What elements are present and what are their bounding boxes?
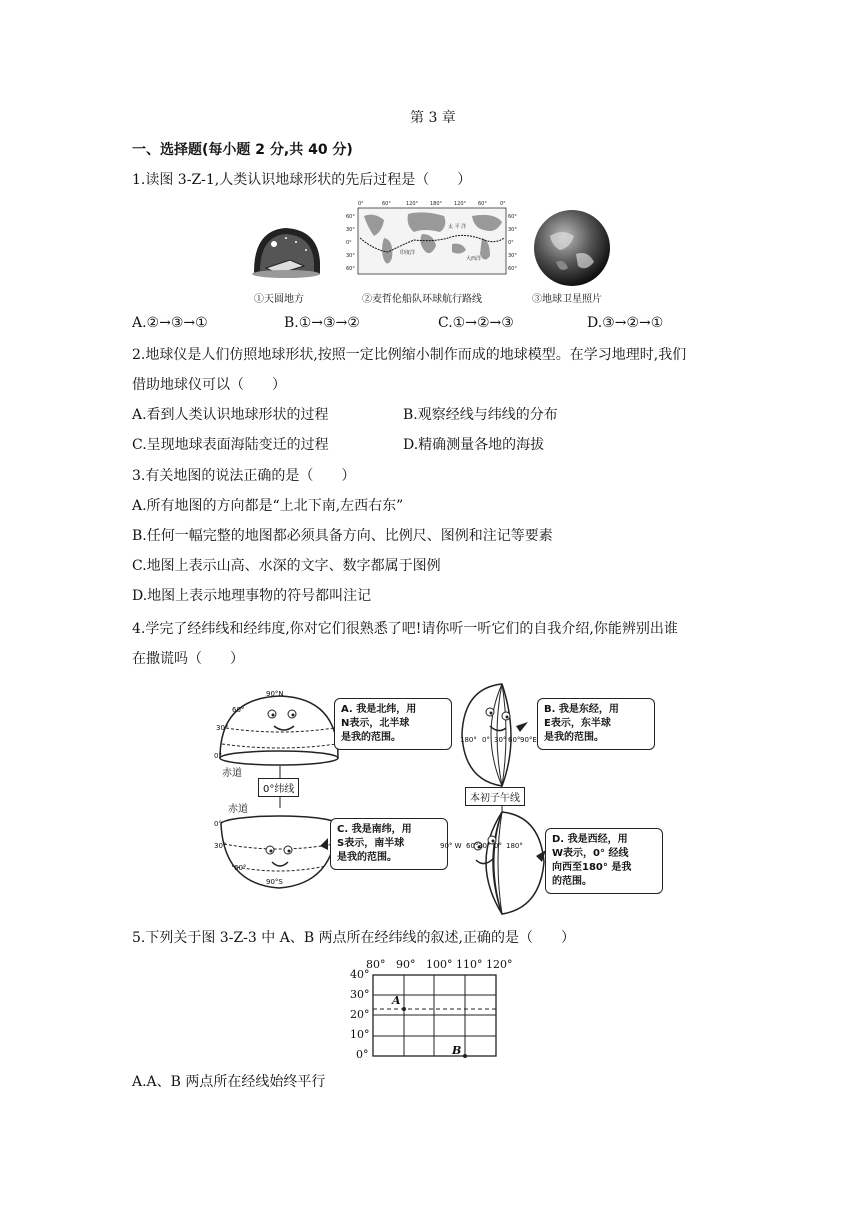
map-lon-2: 120° — [406, 201, 419, 207]
equator-label-bottom: 赤道 — [228, 804, 248, 815]
q1-option-b: B.①→③→② — [284, 315, 360, 331]
map-lat-r3: 30° — [508, 253, 517, 259]
q2-option-d: D.精确测量各地的海拔 — [403, 437, 545, 453]
q1-caption-3: ③地球卫星照片 — [532, 294, 602, 305]
q3-option-d: D.地图上表示地理事物的符号都叫注记 — [132, 588, 372, 604]
grid-lon-90: 90° — [396, 958, 416, 971]
map-lat-l1: 30° — [346, 227, 355, 233]
earth-satellite-photo — [530, 206, 614, 290]
q4-stem-line1: 4.学完了经纬线和经纬度,你对它们很熟悉了吧!请你听一听它们的自我介绍,你能辨别出谁 — [132, 621, 678, 637]
q1-option-c: C.①→②→③ — [438, 315, 514, 331]
grid-lat-20: 20° — [350, 1008, 370, 1021]
q3-stem: 3.有关地图的说法正确的是（ ） — [132, 468, 356, 484]
bubble-b: B. 我是东经，用 E表示，东半球 是我的范围。 — [537, 698, 655, 750]
map-lon-3: 180° — [430, 201, 443, 207]
q2-stem-line2: 借助地球仪可以（ ） — [132, 377, 286, 393]
east-lon-60: 60° — [508, 736, 521, 744]
q4-stem-line2: 在撒谎吗（ ） — [132, 651, 244, 667]
east-lon-180: 180° — [460, 736, 477, 744]
heaven-round-earth-square-image — [246, 222, 326, 282]
q1-option-d: D.③→②→① — [587, 315, 664, 331]
grid-lon-100: 100° — [426, 958, 453, 971]
q1-caption-1: ①天圆地方 — [254, 294, 304, 305]
map-lat-l4: 60° — [346, 266, 355, 272]
west-lon-0: 0° — [494, 842, 502, 850]
grid-lat-10: 10° — [350, 1028, 370, 1041]
map-lat-l3: 30° — [346, 253, 355, 259]
bubble-c: C. 我是南纬，用 S表示，南半球 是我的范围。 — [330, 818, 448, 870]
north-lat-0: 0° — [214, 752, 222, 760]
zero-latitude-tag: 0°纬线 — [258, 778, 299, 797]
section-heading: 一、选择题(每小题 2 分,共 40 分) — [132, 142, 353, 158]
point-a-marker — [402, 1007, 406, 1011]
north-lat-60: 60° — [232, 706, 245, 714]
equator-label-top: 赤道 — [222, 768, 242, 779]
q3-option-c: C.地图上表示山高、水深的文字、数字都属于图例 — [132, 558, 441, 574]
south-lat-60: 60° — [234, 864, 247, 872]
grid-lon-110: 110° — [456, 958, 483, 971]
q2-option-c: C.呈现地球表面海陆变迁的过程 — [132, 437, 329, 453]
q3-option-b: B.任何一幅完整的地图都必须具备方向、比例尺、图例和注记等要素 — [132, 528, 553, 544]
grid-lat-30: 30° — [350, 988, 370, 1001]
bubble-a: A. 我是北纬，用 N表示，北半球 是我的范围。 — [334, 698, 452, 750]
q2-stem-line1: 2.地球仪是人们仿照地球形状,按照一定比例缩小制作而成的地球模型。在学习地理时,我们 — [132, 347, 687, 363]
q5-option-a: A.A、B 两点所在经线始终平行 — [132, 1074, 326, 1090]
q1-stem: 1.读图 3-Z-1,人类认识地球形状的先后过程是（ ） — [132, 172, 472, 188]
map-lat-l2: 0° — [346, 240, 352, 246]
point-a-label: A — [392, 994, 401, 1007]
west-lon-90w: 90° W — [440, 842, 462, 850]
lat-lon-grid — [372, 974, 498, 1058]
east-lon-90e: 90°E — [520, 736, 537, 744]
bubble-d: D. 我是西经，用 W表示，0° 经线 向西至180° 是我 的范围。 — [545, 828, 663, 894]
north-lat-90n: 90°N — [266, 690, 284, 698]
prime-meridian-tag: 本初子午线 — [465, 787, 525, 806]
map-lon-4: 120° — [454, 201, 467, 207]
q2-option-a: A.看到人类认识地球形状的过程 — [132, 407, 329, 423]
map-ocean-indian: 印度洋 — [400, 250, 416, 256]
grid-lon-120: 120° — [486, 958, 513, 971]
map-lat-r0: 60° — [508, 214, 517, 220]
q5-stem: 5.下列关于图 3-Z-3 中 A、B 两点所在经纬线的叙述,正确的是（ ） — [132, 930, 576, 946]
north-lat-30: 30° — [216, 724, 229, 732]
map-lon-0: 0° — [358, 201, 364, 207]
point-b-marker — [463, 1054, 467, 1058]
point-b-label: B — [452, 1044, 462, 1057]
grid-lat-40: 40° — [350, 968, 370, 981]
map-lat-r4: 60° — [508, 266, 517, 272]
q3-option-a: A.所有地图的方向都是“上北下南,左西右东” — [132, 498, 404, 514]
south-lat-90s: 90°S — [266, 878, 283, 886]
magellan-route-map — [344, 198, 520, 284]
q2-option-b: B.观察经线与纬线的分布 — [403, 407, 558, 423]
south-lat-0: 0° — [214, 820, 222, 828]
south-lat-30: 30° — [214, 842, 227, 850]
q1-option-a: A.②→③→① — [132, 315, 208, 331]
q1-caption-2: ②麦哲伦船队环球航行路线 — [362, 294, 482, 305]
map-lat-r1: 30° — [508, 227, 517, 233]
west-lon-60: 60° — [466, 842, 479, 850]
map-ocean-atlantic: 大西洋 — [466, 256, 482, 262]
map-ocean-pacific: 太 平 洋 — [448, 224, 467, 230]
west-lon-180: 180° — [506, 842, 523, 850]
east-lon-0: 0° — [482, 736, 490, 744]
chapter-title: 第 3 章 — [410, 110, 456, 126]
map-lat-l0: 60° — [346, 214, 355, 220]
east-lon-30: 30° — [494, 736, 507, 744]
grid-lat-0: 0° — [356, 1048, 369, 1061]
west-lon-30: 30° — [478, 842, 491, 850]
grid-lon-80: 80° — [366, 958, 386, 971]
map-lon-5: 60° — [478, 201, 487, 207]
map-lat-r2: 0° — [508, 240, 514, 246]
map-lon-1: 60° — [382, 201, 391, 207]
map-lon-6: 0° — [500, 201, 506, 207]
